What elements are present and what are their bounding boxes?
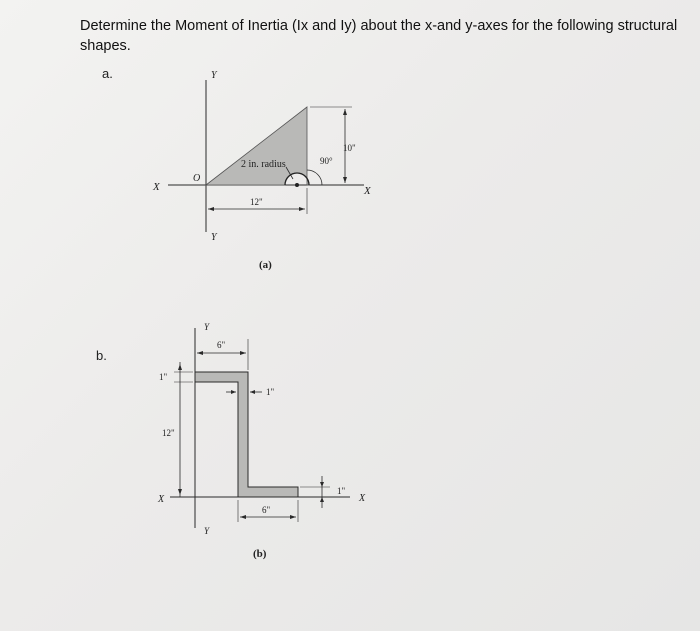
- figure-a: [168, 80, 364, 232]
- fig-b-x-right-label: X: [359, 493, 366, 504]
- fig-b-bottom-thickness-text: 1": [337, 486, 346, 496]
- fig-b-top-flange-text: 6": [217, 340, 226, 350]
- fig-b-y-top-label: Y: [204, 322, 210, 332]
- fig-a-x-right-label: X: [364, 185, 371, 197]
- fig-b-caption: (b): [253, 548, 267, 560]
- question-text: Determine the Moment of Inertia (Ix and Iy) about the x-and y-axes for the following structural shapes.: [80, 18, 678, 54]
- fig-a-x-left-label: X: [153, 181, 160, 193]
- fig-b-web-thickness-text: 1": [266, 387, 275, 397]
- fig-b-height-text: 12": [162, 428, 175, 438]
- part-a-label: a.: [102, 66, 113, 81]
- fig-b-top-thickness-text: 1": [159, 372, 168, 382]
- fig-a-radius-text: 2 in. radius: [241, 159, 286, 170]
- figure-b: [170, 328, 350, 528]
- fig-b-z-section: [195, 372, 298, 497]
- fig-a-angle-text: 90°: [320, 156, 333, 166]
- fig-b-y-bottom-label: Y: [204, 526, 210, 536]
- fig-a-base-dim-text: 12": [250, 197, 263, 207]
- part-b-label: b.: [96, 348, 107, 363]
- fig-a-caption: (a): [259, 259, 272, 271]
- fig-a-hole-center: [295, 183, 299, 187]
- fig-a-origin-label: O: [193, 173, 201, 184]
- fig-a-height-dim-text: 10": [343, 143, 356, 153]
- fig-b-x-left-label: X: [158, 494, 165, 505]
- fig-a-y-bottom-label: Y: [211, 232, 217, 243]
- fig-a-y-top-label: Y: [211, 70, 217, 81]
- fig-b-bottom-flange-text: 6": [262, 505, 271, 515]
